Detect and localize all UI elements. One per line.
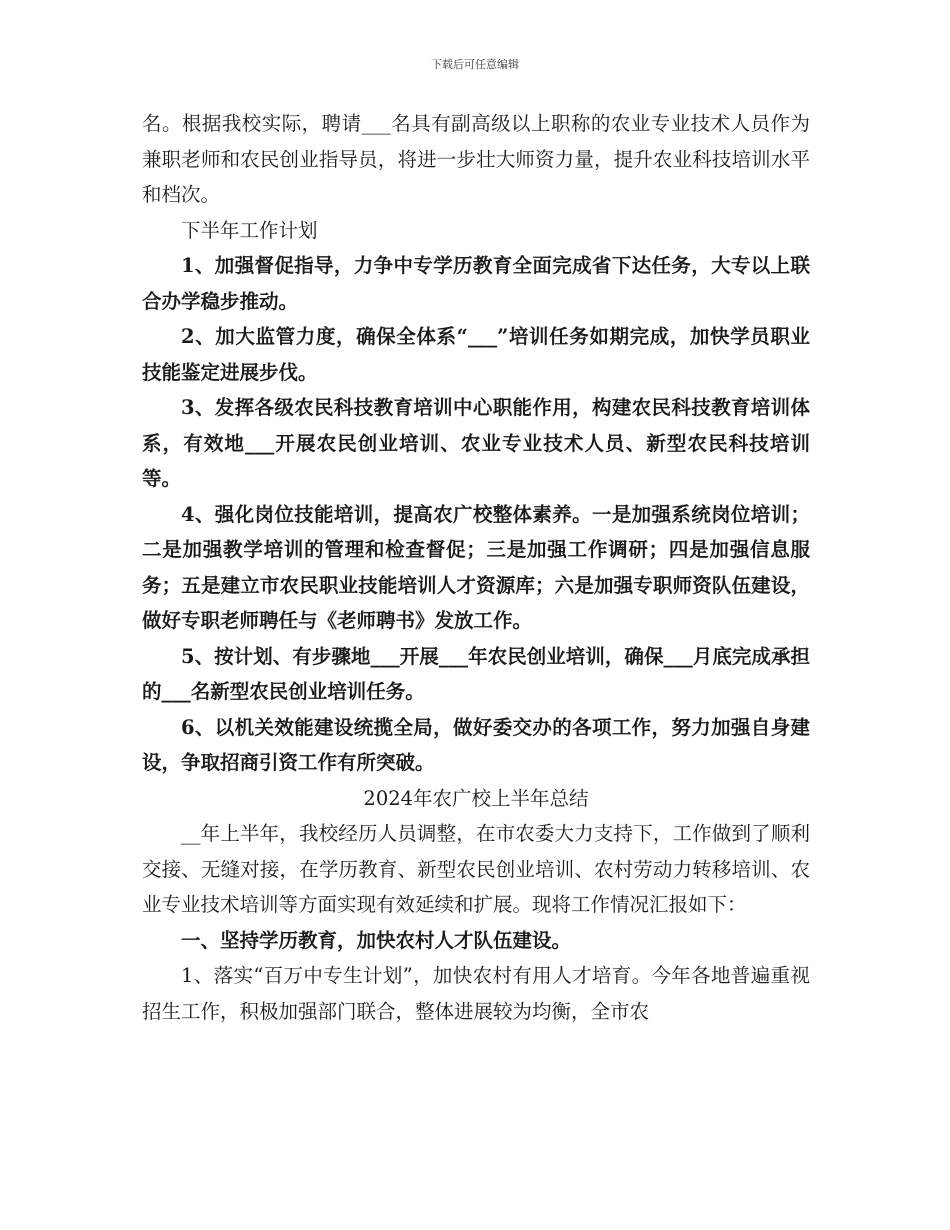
paragraph-continuation: 名。根据我校实际，聘请___名具有副高级以上职称的农业专业技术人员作为兼职老师和农民创业指导员，将进一步壮大师资力量，提升农业科技培训水平和档次。 [142, 112, 810, 206]
plan-item-2: 2、加大监管力度，确保全体系“___”培训任务如期完成，加快学员职业技能鉴定进展步伐。 [142, 325, 810, 384]
document-title: 2024年农广校上半年总结 [363, 786, 589, 810]
plan-item-1: 1、加强督促指导，力争中专学历教育全面完成省下达任务，大专以上联合办学稳步推动。 [142, 254, 810, 313]
section-heading-1: 一、坚持学历教育，加快农村人才队伍建设。 [181, 928, 572, 952]
section-1-item-1: 1、落实“百万中专生计划”，加快农村有用人才培育。今年各地普遍重视招生工作，积极加强部门联合，整体进展较为均衡，全市农 [142, 964, 810, 1023]
intro-paragraph: __年上半年，我校经历人员调整，在市农委大力支持下，工作做到了顺利交接、无缝对接，在学历教育、新型农民创业培训、农村劳动力转移培训、农业专业技术培训等方面实现有效延续和扩展。现将工作情况汇报如下： [142, 822, 810, 916]
document-body [142, 106, 810, 1029]
plan-item-6: 6、以机关效能建设统揽全局，做好委交办的各项工作，努力加强自身建设，争取招商引资工作有所突破。 [142, 715, 810, 774]
section-heading-next-half-plan: 下半年工作计划 [181, 218, 318, 242]
plan-item-3: 3、发挥各级农民科技教育培训中心职能作用，构建农民科技教育培训体系，有效地___开展农民创业培训、农业专业技术人员、新型农民科技培训等。 [142, 396, 810, 490]
page-header: 下载后可任意编辑 [431, 58, 519, 71]
plan-item-4: 4、强化岗位技能培训，提高农广校整体素养。一是加强系统岗位培训；二是加强教学培训的管理和检查督促；三是加强工作调研；四是加强信息服务；五是建立市农民职业技能培训人才资源库；六是加强专职师资队伍建设，做好专职老师聘任与《老师聘书》发放工作。 [142, 502, 810, 632]
plan-item-5: 5、按计划、有步骤地___开展___年农民创业培训，确保___月底完成承担的___名新型农民创业培训任务。 [142, 644, 810, 703]
